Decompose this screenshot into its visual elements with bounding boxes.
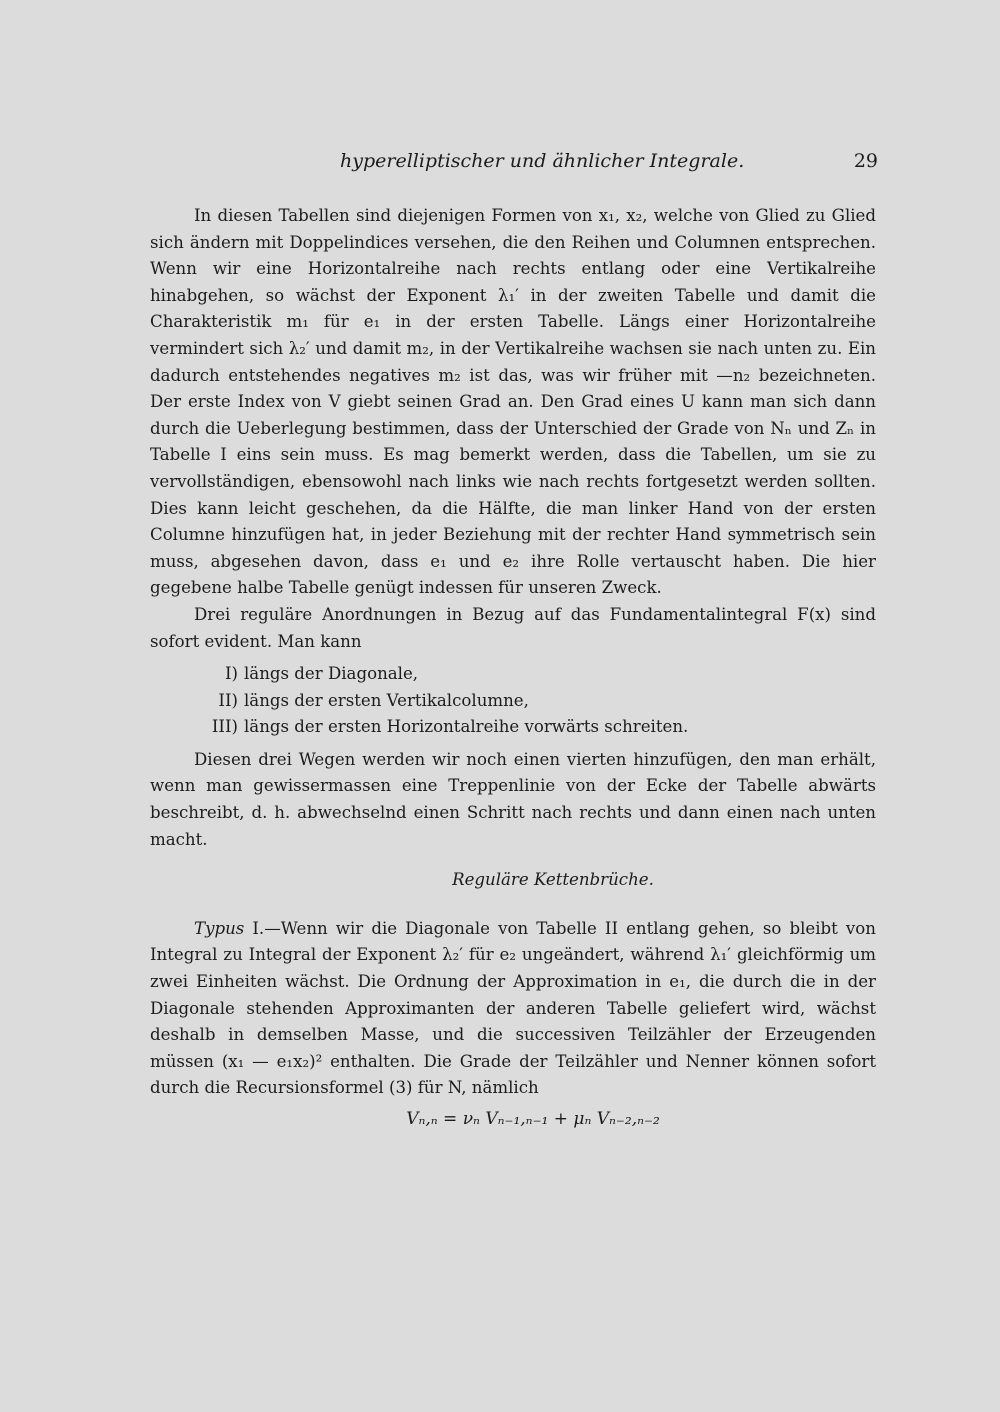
list-item-text: längs der Diagonale,	[244, 664, 419, 684]
paragraph-3: Diesen drei Wegen werden wir noch einen vierten hinzufügen, den man erhält, wenn man gewissermassen eine Treppenlinie von der Ecke der Tabelle abwärts beschreibt, d. h. abwechselnd einen Schritt nach rechts und dann einen nach unten macht.	[150, 749, 876, 849]
running-title: hyperelliptischer und ähnlicher Integrale.	[340, 150, 745, 172]
paragraph-4	[150, 916, 876, 1102]
section-title: Reguläre Kettenbrüche.	[452, 870, 654, 890]
paragraph-1: In diesen Tabellen sind diejenigen Formen von x₁, x₂, welche von Glied zu Glied sich ändern mit Doppelindices versehen, die den Reihen und Columnen entsprechen. Wenn wir eine Horizontalreihe nach rechts entlang oder eine Vertikalreihe hinabgehen, so wächst der Exponent λ₁′ in der zweiten Tabelle und damit die Charakteristik m₁ für e₁ in der ersten Tabelle. Längs einer Horizontalreihe vermindert sich λ₂′ und damit m₂, in der Vertikalreihe wachsen sie nach unten zu. Ein dadurch entstehendes negatives m₂ ist das, was wir früher mit —n₂ bezeichneten. Der erste Index von V giebt seinen Grad an. Den Grad eines U kann man sich dann durch die Ueberlegung bestimmen, dass der Unterschied der Grade von Nₙ und Zₙ in Tabelle I eins sein muss. Es mag bemerkt werden, dass die Tabellen, um sie zu vervollständigen, ebensowohl nach links wie nach rechts fortgesetzt werden sollten. Dies kann leicht geschehen, da die Hälfte, die man linker Hand von der ersten Columne hinzufügen hat, in jeder Beziehung mit der rechter Hand symmetrisch sein muss, abgesehen davon, dass e₁ und e₂ ihre Rolle vertauscht haben. Die hier gegebene halbe Tabelle genügt indessen für unseren Zweck.	[150, 206, 876, 598]
list-item	[150, 661, 876, 688]
list-item-text: längs der ersten Horizontalreihe vorwärts schreiten.	[244, 717, 689, 737]
list-item	[150, 688, 876, 715]
page-header	[148, 150, 878, 180]
page-body	[150, 203, 876, 1133]
typus-label: Typus	[194, 918, 245, 938]
list-item-number: III)	[211, 717, 238, 737]
list-item-number: I)	[224, 664, 238, 684]
paragraph-2: Drei reguläre Anordnungen in Bezug auf das Fundamentalintegral F(x) sind sofort evident. Man kann	[150, 604, 876, 651]
paragraph-4-text: I.—Wenn wir die Diagonale von Tabelle II entlang gehen, so bleibt von Integral zu Integral der Exponent λ₂′ für e₂ ungeändert, während λ₁′ gleichförmig um zwei Einheiten wächst. Die Ordnung der Approximation in e₁, die durch die in der Diagonale stehenden Approximanten der anderen Tabelle geliefert wird, wächst deshalb in demselben Masse, und die successiven Teilzähler der Erzeugenden müssen (x₁ — e₁x₂)² enthalten. Die Grade der Teilzähler und Nenner können sofort durch die Recursionsformel (3) für N, nämlich	[150, 918, 876, 1098]
enumerated-list	[150, 661, 876, 741]
list-item	[150, 714, 876, 741]
page-number: 29	[853, 150, 878, 172]
list-item-number: II)	[218, 690, 238, 710]
recursion-formula: Vₙ,ₙ = νₙ Vₙ₋₁,ₙ₋₁ + μₙ Vₙ₋₂,ₙ₋₂	[406, 1109, 660, 1129]
list-item-text: längs der ersten Vertikalcolumne,	[244, 690, 529, 710]
